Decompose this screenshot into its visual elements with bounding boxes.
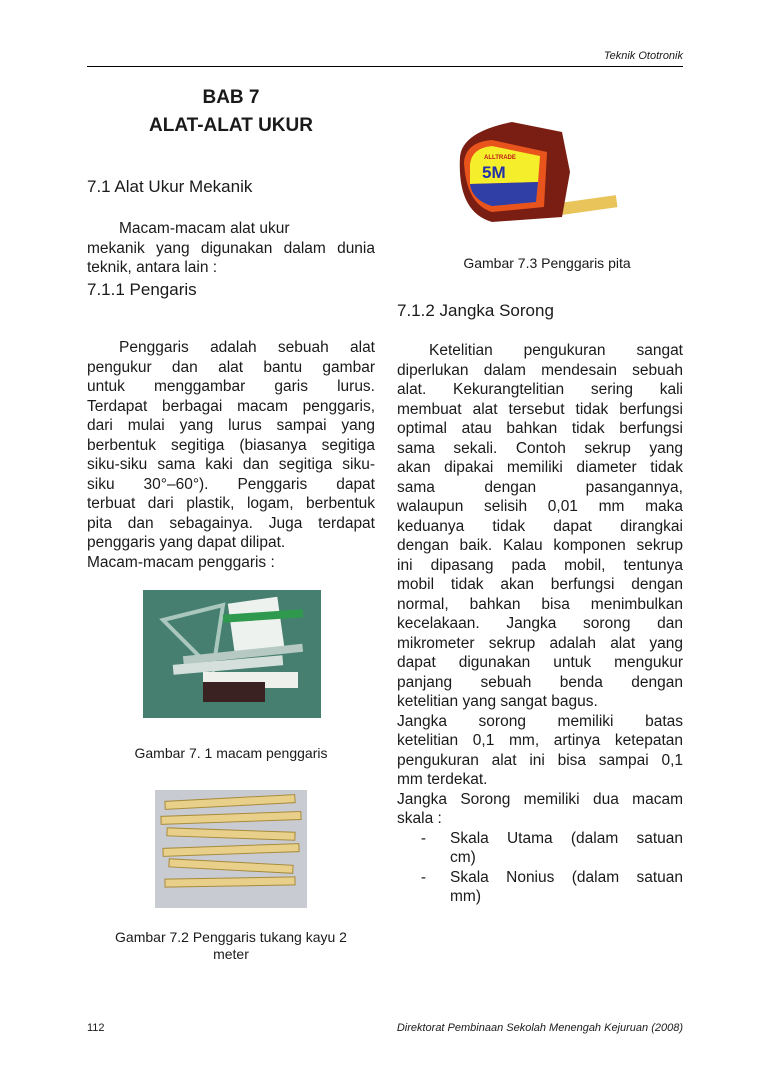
text-line: alat. Kekurangtelitian sering kali (397, 381, 683, 398)
text-line: ketelitian 0,1 mm, artinya ketepatan (397, 732, 683, 749)
text-line: Penggaris adalah sebuah alat (119, 339, 375, 356)
text-line: optimal atau bahkan tidak berfungsi (397, 420, 683, 437)
text-line: mm terdekat. (397, 771, 488, 788)
text-line: dari mulai yang lurus sampai yang (87, 417, 375, 434)
text-line: untuk menggambar garis lurus. (87, 378, 375, 395)
text-line: dapat digunakan untuk mengukur (397, 654, 683, 671)
list-item-text (450, 868, 683, 907)
figure-7-3-caption: Gambar 7.3 Penggaris pita (463, 255, 631, 271)
page-number: 112 (87, 1022, 105, 1034)
text-line: sama sekali. Contoh sekrup yang (397, 439, 683, 457)
jangka-sorong-paragraph (397, 341, 683, 712)
scale-list (397, 829, 683, 907)
tape-measure-photo (452, 112, 622, 234)
folding-ruler-photo (155, 790, 307, 908)
chapter-title: ALAT-ALAT UKUR (149, 115, 313, 136)
text-line: cm) (450, 849, 476, 866)
jangka-sorong-paragraph-2 (397, 712, 683, 790)
text-line: Terdapat berbagai macam penggaris, (87, 397, 375, 415)
svg-text:5M: 5M (482, 163, 506, 182)
text-line: berbentuk segitiga (biasanya segitiga (87, 436, 375, 454)
text-line: dengan baik. Kalau komponen sekrup (397, 537, 683, 554)
figure-7-2-caption (87, 929, 375, 963)
running-header: Teknik Ototronik (603, 50, 683, 62)
bullet-dash: - (420, 829, 427, 847)
chapter-number: BAB 7 (202, 87, 260, 108)
text-line: pita dan sebagainya. Juga terdapat (87, 514, 375, 532)
text-line: kecelakaan. Jangka sorong dan (397, 615, 683, 632)
text-line: diperlukan dalam mendesain sebuah (397, 361, 683, 379)
text-line: terbuat dari plastik, logam, berbentuk (87, 495, 375, 512)
jangka-sorong-paragraph-3 (397, 790, 683, 829)
text-line: Jangka Sorong memiliki dua macam (397, 790, 683, 808)
svg-text:ALLTRADE: ALLTRADE (484, 155, 516, 161)
pengaris-paragraph (87, 338, 375, 572)
text-line: keduanya tidak dapat dirangkai (397, 517, 683, 535)
text-line: Skala Utama (dalam satuan (450, 829, 683, 847)
footer-publisher: Direktorat Pembinaan Sekolah Menengah Kejuruan (2008) (396, 1022, 683, 1034)
caption-line: Gambar 7.2 Penggaris tukang kayu 2 (115, 929, 347, 945)
text-line: skala : (397, 810, 442, 827)
text-line: pengukur dan alat bantu gambar (87, 358, 375, 376)
tape-measure-illustration (452, 112, 622, 234)
text-line: Macam-macam alat ukur (119, 220, 290, 237)
folding-ruler-illustration (155, 790, 307, 908)
text-line: siku 30°–60°). Penggaris dapat (87, 475, 375, 493)
text-line: panjang sebuah benda dengan (397, 673, 683, 691)
text-line: sama dengan pasangannya, (397, 478, 683, 496)
text-line: pengukuran alat ini bisa sampai 0,1 (397, 751, 683, 769)
caption-line: meter (213, 946, 249, 962)
text-line: membuat alat tersebut tidak berfungsi (397, 400, 683, 418)
list-item-text (450, 829, 683, 868)
text-line: normal, bahkan bisa menimbulkan (397, 595, 683, 613)
section-heading-7-1: 7.1 Alat Ukur Mekanik (87, 177, 253, 196)
rulers-illustration (143, 590, 321, 718)
text-line: mekanik yang digunakan dalam dunia (87, 239, 375, 257)
text-line: walaupun selisih 0,01 mm maka (397, 498, 683, 515)
text-line: penggaris yang dapat dilipat. (87, 534, 286, 551)
intro-paragraph (87, 219, 375, 278)
list-item (397, 868, 683, 907)
figure-7-1-caption: Gambar 7. 1 macam penggaris (134, 745, 328, 761)
text-line: ketelitian yang sangat bagus. (397, 693, 598, 710)
rulers-photo (143, 590, 321, 718)
text-line: Macam-macam penggaris : (87, 553, 275, 571)
section-heading-7-1-2: 7.1.2 Jangka Sorong (397, 301, 554, 320)
bullet-dash: - (420, 868, 427, 886)
text-line: Jangka sorong memiliki batas (397, 712, 683, 730)
text-line: mobil tidak akan berfungsi dengan (397, 576, 683, 593)
header-rule (87, 66, 683, 67)
text-line: Skala Nonius (dalam satuan (450, 868, 683, 886)
text-line: teknik, antara lain : (87, 259, 218, 276)
text-line: mm) (450, 888, 481, 905)
text-line: ini dipasang pada mobil, tentunya (397, 556, 683, 574)
list-item (397, 829, 683, 868)
text-line: akan dipakai memiliki diameter tidak (397, 459, 683, 476)
section-heading-7-1-1: 7.1.1 Pengaris (87, 280, 197, 299)
text-line: mikrometer sekrup adalah alat yang (397, 634, 683, 652)
text-line: siku-siku sama kaki dan segitiga siku- (87, 456, 375, 473)
text-line: Ketelitian pengukuran sangat (429, 342, 683, 359)
